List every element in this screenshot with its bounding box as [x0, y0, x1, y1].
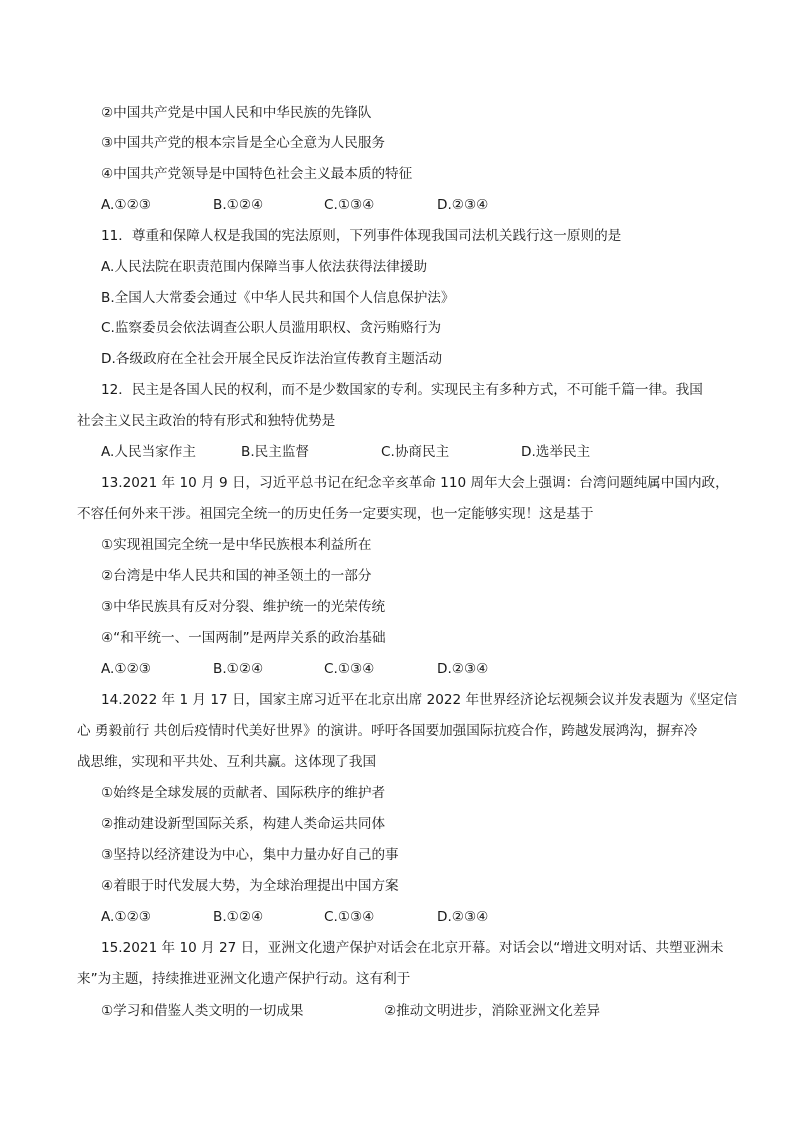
q15-stem-line-1: 15.2021 年 10 月 27 日，亚洲文化遗产保护对话会在北京开幕。对话会以“增进文明对话、共塑亚洲未	[101, 940, 724, 956]
q10-option-b: B.①②④	[213, 197, 264, 213]
q14-statement-1: ①始终是全球发展的贡献者、国际秩序的维护者	[101, 785, 386, 801]
q10-statement-2: ②中国共产党是中国人民和中华民族的先锋队	[101, 105, 372, 121]
q13-option-c: C.①③④	[324, 661, 375, 677]
q12-option-a: A.人民当家作主	[101, 444, 196, 460]
q13-statement-1: ①实现祖国完全统一是中华民族根本利益所在	[101, 537, 372, 553]
q15-statement-2: ②推动文明进步，消除亚洲文化差异	[384, 1003, 601, 1019]
q15-statement-1: ①学习和借鉴人类文明的一切成果	[101, 1003, 304, 1019]
q14-stem-line-2: 心 勇毅前行 共创后疫情时代美好世界》的演讲。呼吁各国要加强国际抗疫合作，跨越发展鸿沟，摒弃冷	[77, 723, 698, 739]
q15-stem-line-2: 来”为主题，持续推进亚洲文化遗产保护行动。这有利于	[77, 971, 411, 987]
q10-statement-4: ④中国共产党领导是中国特色社会主义最本质的特征	[101, 166, 413, 182]
q11-option-a: A.人民法院在职责范围内保障当事人依法获得法律援助	[101, 259, 428, 275]
q14-option-d: D.②③④	[437, 909, 489, 925]
q13-stem-line-2: 不容任何外来干涉。祖国完全统一的历史任务一定要实现，也一定能够实现！这是基于	[77, 506, 594, 522]
q12-stem-line-1: 12．民主是各国人民的权利，而不是少数国家的专利。实现民主有多种方式，不可能千篇一律。我国	[101, 382, 703, 398]
q10-option-a: A.①②③	[101, 197, 151, 213]
q12-stem-line-2: 社会主义民主政治的特有形式和独特优势是	[77, 413, 336, 429]
q13-option-a: A.①②③	[101, 661, 151, 677]
q11-option-d: D.各级政府在全社会开展全民反诈法治宣传教育主题活动	[101, 351, 443, 367]
q14-option-a: A.①②③	[101, 909, 151, 925]
q13-option-b: B.①②④	[213, 661, 264, 677]
q12-option-d: D.选举民主	[521, 444, 591, 460]
q14-option-c: C.①③④	[324, 909, 375, 925]
q12-option-c: C.协商民主	[381, 444, 450, 460]
q12-option-b: B.民主监督	[241, 444, 310, 460]
q10-option-c: C.①③④	[324, 197, 375, 213]
q14-statement-3: ③坚持以经济建设为中心，集中力量办好自己的事	[101, 847, 399, 863]
q13-stem-line-1: 13.2021 年 10 月 9 日，习近平总书记在纪念辛亥革命 110 周年大会上强调：台湾问题纯属中国内政，	[101, 475, 729, 491]
q14-statement-4: ④着眼于时代发展大势，为全球治理提出中国方案	[101, 878, 399, 894]
q13-statement-3: ③中华民族具有反对分裂、维护统一的光荣传统	[101, 599, 386, 615]
q10-statement-3: ③中国共产党的根本宗旨是全心全意为人民服务	[101, 135, 386, 151]
q13-option-d: D.②③④	[437, 661, 489, 677]
q10-option-d: D.②③④	[437, 197, 489, 213]
q11-option-b: B.全国人大常委会通过《中华人民共和国个人信息保护法》	[101, 290, 455, 306]
q14-stem-line-3: 战思维，实现和平共处、互利共赢。这体现了我国	[77, 754, 377, 770]
q13-statement-2: ②台湾是中华人民共和国的神圣领土的一部分	[101, 568, 372, 584]
q11-stem: 11．尊重和保障人权是我国的宪法原则，下列事件体现我国司法机关践行这一原则的是	[101, 228, 622, 244]
q11-option-c: C.监察委员会依法调查公职人员滥用职权、贪污贿赂行为	[101, 320, 442, 336]
q14-stem-line-1: 14.2022 年 1 月 17 日，国家主席习近平在北京出席 2022 年世界经济论坛视频会议并发表题为《坚定信	[101, 692, 738, 708]
q13-statement-4: ④“和平统一、一国两制”是两岸关系的政治基础	[101, 630, 386, 646]
q14-statement-2: ②推动建设新型国际关系，构建人类命运共同体	[101, 816, 386, 832]
q14-option-b: B.①②④	[213, 909, 264, 925]
